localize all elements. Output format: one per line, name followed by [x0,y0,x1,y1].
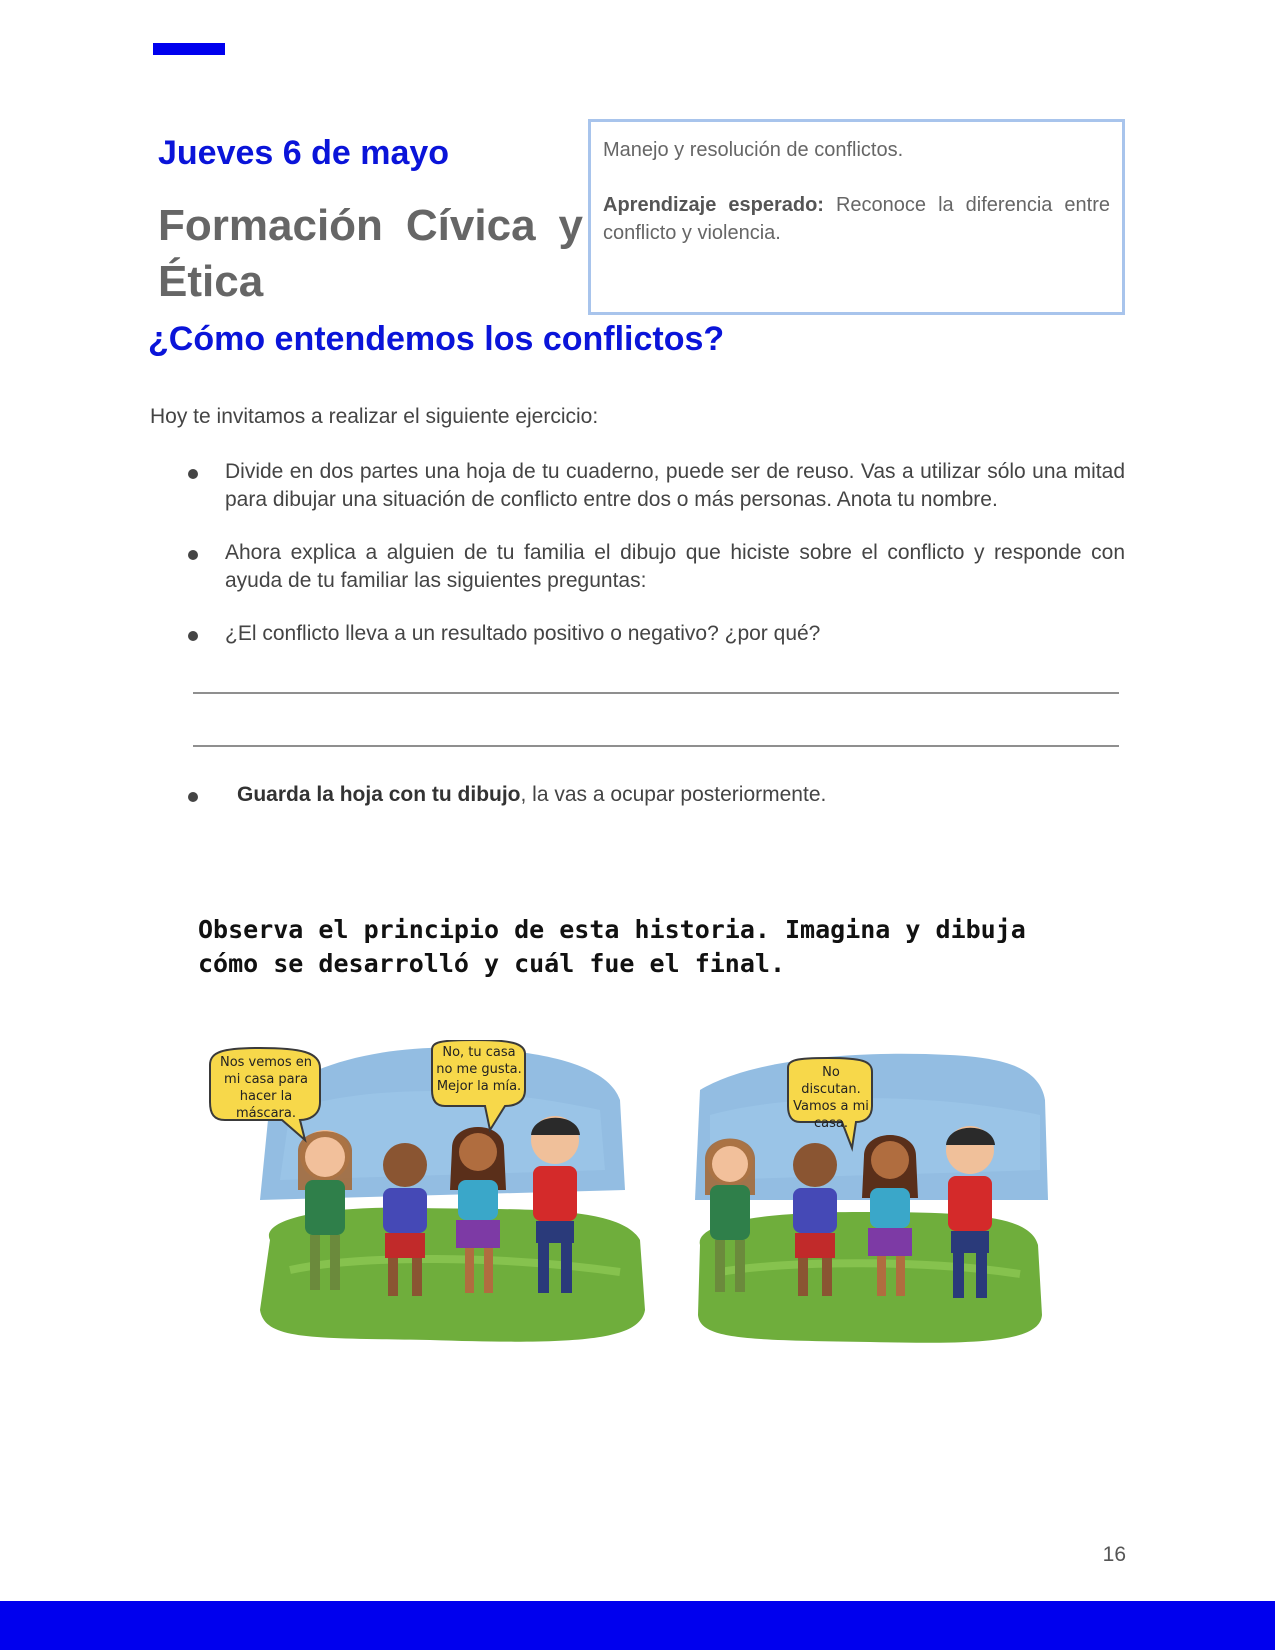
bullet-dot-icon [188,792,198,802]
list-item-text: ¿El conflicto lleva a un resultado positivo o negativo? ¿por qué? [225,622,821,645]
list-item [150,781,1125,809]
list-item [150,539,1125,595]
speech-bubble-text: No, tu casa no me gusta. Mejor la mía. [436,1045,522,1094]
lesson-date: Jueves 6 de mayo [158,134,450,172]
speech-bubble-text: No discutan. Vamos a mi casa. [793,1065,869,1131]
list-item-text: , la vas a ocupar posteriormente. [520,783,827,806]
comic-panel-2-drawing [670,1040,1070,1350]
subject-title [158,198,583,310]
top-accent-bar [153,43,225,55]
bullet-dot-icon [188,469,198,479]
bullet-dot-icon [188,550,198,560]
comic-illustration [190,905,1090,1365]
bullet-dot-icon [188,631,198,641]
section-title: ¿Cómo entendemos los conflictos? [148,320,725,358]
comic-panel-1 [200,1040,650,1350]
instruction-list [150,458,1125,673]
list-item-bold-text: Guarda la hoja con tu dibujo [237,783,521,806]
list-item [150,458,1125,514]
comic-panel-2 [670,1040,1070,1350]
list-item [150,620,1125,648]
speech-bubble-text: Nos vemos en mi casa para hacer la máscara. [219,1055,313,1121]
bottom-bar [0,1601,1275,1650]
topic-text: Manejo y resolución de conflictos. [603,139,904,161]
comic-title: Observa el principio de esta historia. Imagina y dibuja cómo se desarrolló y cuál fue el final. [198,915,1026,978]
subject-title-line1: Formación Cívica y [158,201,583,250]
expected-learning [603,191,1110,247]
list-item-text: Ahora explica a alguien de tu familia el dibujo que hiciste sobre el conflicto y responde con ayuda de tu familiar las siguientes preguntas: [225,541,1125,592]
learning-info-box [588,119,1125,315]
list-item-text: Divide en dos partes una hoja de tu cuaderno, puede ser de reuso. Vas a utilizar sólo una mitad para dibujar una situación de conflicto entre dos o más personas. Anota tu nombre. [225,460,1125,511]
expected-learning-label: Aprendizaje esperado: [603,194,824,216]
intro-text: Hoy te invitamos a realizar el siguiente ejercicio: [150,405,599,428]
answer-line[interactable] [193,745,1119,747]
subject-title-line2: Ética [158,257,264,306]
answer-line[interactable] [193,692,1119,694]
expected-learning-text: Reconoce la diferencia entre conflicto y violencia. [603,194,1110,244]
page-number: 16 [1102,1543,1126,1566]
